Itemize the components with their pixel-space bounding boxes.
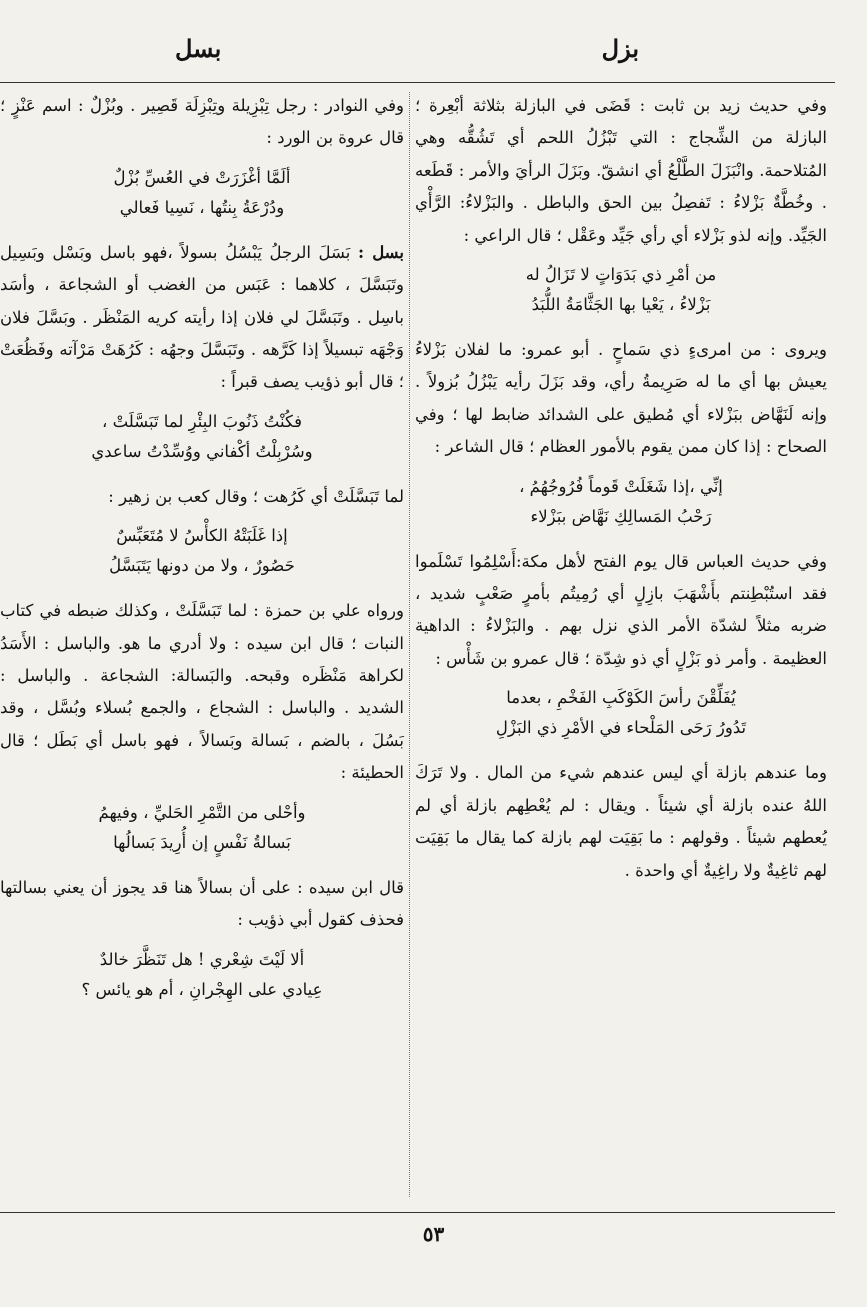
verse	[0, 521, 404, 581]
verse-line: فكُنْتُ ذَنُوبَ البِئْرِ لما تَبَسَّلَتْ ،	[102, 411, 302, 431]
verse-line: بَزْلاءُ ، يَعْيا بها الجَثَّامَةُ اللُّبَدُ	[531, 295, 711, 315]
paragraph: وما عندهم بازلة أي ليس عندهم شيء من المال . ولا تَرَكَ اللهُ عنده بازلة أي شيئاً . ويقال : لم يُعْطِهم بازلة أي لم يُعطهم شيئاً . وقولهم : ما بَقِيَت لهم بازلة كما يقال ما بَقِيَت لهم ثاغِيةٌ ولا راغِيةٌ أي واحدة .	[415, 763, 827, 880]
verse-line: ألا لَيْتَ شِعْري ! هل تَنَظَّرَ خالدٌ	[99, 949, 305, 969]
verse-line: وسُرْبِلْتُ أكْفاني ووُسِّدْتُ ساعدي	[91, 441, 313, 461]
verse	[415, 260, 827, 320]
verse-line: ودُرْعَةُ بِنتُها ، نَسِيا فَعالي	[119, 197, 285, 217]
page-header	[0, 34, 867, 74]
verse-line: من أمْرِ ذي بَدَوَاتٍ لا تَزَالُ له	[525, 265, 717, 285]
verse-line: بَسالةُ نَفْسٍ إن أُرِيدَ بَسالُها	[113, 832, 291, 852]
verse-line: إنِّي ،إذا شَغَلَتْ قَوماً فُرُوجُهُمُ ،	[519, 476, 723, 496]
paragraph: ورواه علي بن حمزة : لما تَبَسَّلَتْ ، وكذلك ضبطه في كتاب النبات ؛ قال ابن سيده : ولا أدري ما هو. والباسل : الأَسَدُ لكراهة مَنْظَره وقبحه. والبَسالة: الشجاعة . والباسل : الشديد . والباسل : الشجاع ، والجمع بُسلاء وبُسَّل ، وقد بَسُلَ ، بالضم ، بَسالة وبَسالاً ، فهو باسل أي بَطَل ؛ قال الحطيئة :	[0, 601, 404, 783]
verse	[0, 163, 404, 223]
verse-line: رَحْبُ المَسالِكِ نَهَّاض ببَزْلاء	[530, 506, 712, 526]
paragraph-text: بَسَلَ الرجلُ يَبْسُلُ بسولاً ،فهو باسل وبَسْل وبَسِيل وتَبَسَّلَ ، كلاهما : عَبَس من الغضب أو الشجاعة ، وأسَد باسِل . وتَبَسَّلَ لي فلان إذا رأيته كريه المَنْظَر . وبَسَّلَ فلان وَجْهَه تبسيلاً إذا كَرَّهه . وتَبَسَّلَ وجهُه : كَرُهَتْ مَرْآته وفَظُعَتْ ؛ قال أبو ذؤيب يصف قبراً :	[0, 242, 404, 392]
paragraph: لما تَبَسَّلَتْ أي كَرُهت ؛ وقال كعب بن زهير :	[108, 486, 404, 506]
entry-paragraph	[0, 237, 404, 399]
header-rule	[0, 82, 835, 83]
verse	[0, 407, 404, 467]
verse	[415, 472, 827, 532]
verse	[0, 945, 404, 1005]
paragraph: وفي النوادر : رجل تِبْزِيلة وتِبْزِلَة قَصِير . وبُزْلٌ : اسم عَنْزٍ ؛ قال عروة بن الورد :	[0, 96, 404, 148]
paragraph: قال ابن سيده : على أن بسالاً هنا قد يجوز أن يعني بسالتها فحذف كقول أبي ذؤيب :	[0, 877, 404, 930]
left-column	[0, 90, 404, 1019]
column-divider	[409, 92, 410, 1197]
verse-line: ألَمَّا أغْزَرَتْ في العُسِّ بُزْلٌ	[113, 167, 291, 187]
footer-rule	[0, 1212, 835, 1213]
paragraph: وفي حديث زيد بن ثابت : قَضَى في البازلة بثلاثة أبْعِرة ؛ البازلة من الشِّجاج : التي تَبْزُلُ اللحم أي تَشُقُّه وهي المُتلاحمة. وانْبَزَلَ الطَّلْعُ أي انشقّ. وبَزَلَ الرأيَ والأمر : قَطَعه . وخُطَّةٌ بَزْلاءُ : تَفصِلُ بين الحق والباطل . والبَزْلاءُ: الرَّأْي الجَيِّد. وإنه لذو بَزْلاء أي رأي جَيِّد وعَقْل ؛ قال الراعي :	[415, 96, 827, 245]
verse-line: يُفَلِّقْنَ رأسَ الكَوْكَبِ الفَخْمِ ، بعدما	[506, 688, 736, 708]
right-column	[415, 90, 827, 887]
verse	[0, 798, 404, 858]
entry-headword: بسل :	[357, 242, 404, 262]
verse-line: وأحْلى من التَّمْرِ الحَليِّ ، وفيهمُ	[98, 802, 306, 822]
verse-line: تَدُورُ رَحَى المَلْحاء في الأمْرِ ذي البَزْلِ	[495, 718, 747, 738]
right-headword: بزل	[601, 34, 639, 63]
left-headword: بسل	[175, 34, 222, 63]
page-number: ٥٣	[422, 1222, 445, 1246]
paragraph: ويروى : من امرىءٍ ذي سَماحٍ . أبو عمرو: ما لفلان بَزْلاءُ يعيش بها أي ما له صَرِيمةُ رأي، وقد بَزَلَ رأيه يَبْزُلُ بُزولاً . وإنه لَنَهَّاض ببَزْلاء أي مُطيق على الشدائد ضابط لها ؛ وفي الصحاح : إذا كان ممن يقوم بالأمور العظام ؛ قال الشاعر :	[415, 340, 827, 457]
paragraph: وفي حديث العباس قال يوم الفتح لأهل مكة:أَسْلِمُوا تَسْلَموا فقد استُبْطِنتم بأَشْهَبَ بازِلٍ أي رُمِيتُم بأمرٍ صَعْبٍ شديد ، ضربه مثلاً لشدّة الأمر الذي نزل بهم . والبَزْلاءُ : الداهية العظيمة . وأمر ذو بَزْلٍ أي ذو شِدّة ؛ قال عمرو بن شَأْس :	[415, 551, 827, 668]
verse-line: إذا غَلَبَتْهُ الكأْسُ لا مُتَعَبِّسٌ	[116, 526, 288, 546]
verse-line: حَصُورٌ ، ولا من دونها يَتَبَسَّلُ	[109, 556, 295, 576]
verse-line: عِيادي على الهِجْرانِ ، أم هو يائس ؟	[81, 979, 323, 999]
verse	[415, 683, 827, 743]
